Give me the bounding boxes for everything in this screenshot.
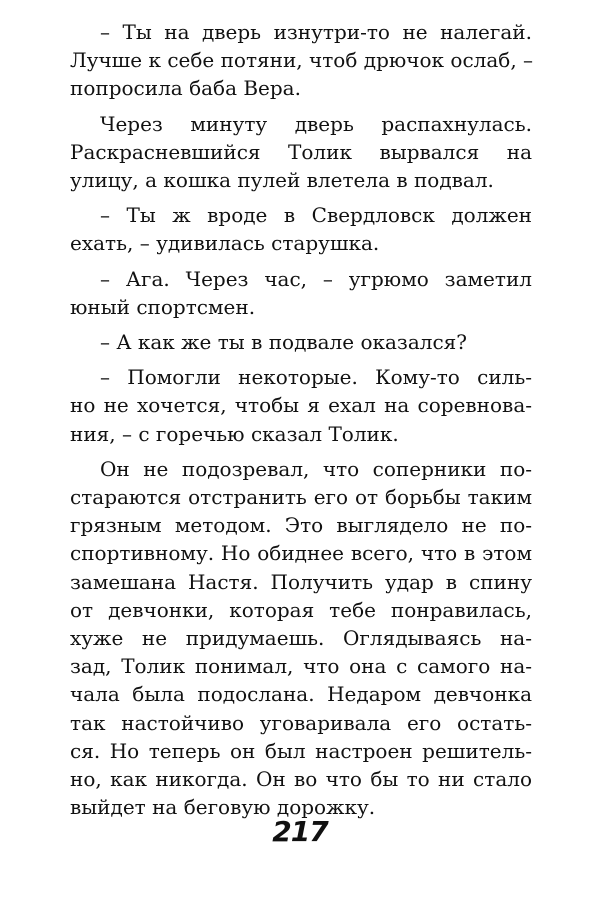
text-line: выйдет на беговую дорожку. <box>70 795 376 820</box>
text-line: – Ты на дверь изнутри-то не налегай. <box>100 20 532 44</box>
text-line: спортивному. Но обиднее всего, что в этом <box>70 541 532 566</box>
page-number: 217 <box>272 815 328 848</box>
paragraph <box>70 18 532 103</box>
text-line: – А как же ты в подвале оказался? <box>100 330 468 355</box>
paragraph <box>70 328 532 356</box>
text-line: юный спортсмен. <box>70 294 256 319</box>
text-line: но не хочется, чтобы я ехал на соревнова- <box>70 393 532 418</box>
text-line: так настойчиво уговаривала его остать- <box>70 710 532 735</box>
text-line: но, как никогда. Он во что бы то ни стало <box>70 767 532 792</box>
text-line: хуже не придумаешь. Оглядываясь на- <box>70 626 532 651</box>
paragraph <box>70 201 532 257</box>
paragraph <box>70 363 532 448</box>
text-line: ния, – с горечью сказал Толик. <box>70 421 399 446</box>
text-line: Через минуту дверь распахнулась. <box>100 111 532 136</box>
text-line: зад, Толик понимал, что она с самого на- <box>70 654 532 679</box>
text-line: Он не подозревал, что соперники по- <box>100 456 532 481</box>
text-line: грязным методом. Это выглядело не по- <box>70 513 532 538</box>
text-line: замешана Настя. Получить удар в спину <box>70 569 532 594</box>
text-line: Раскрасневшийся Толик вырвался на <box>70 139 532 164</box>
text-line: Лучше к себе потяни, чтоб дрючок ослаб, – <box>70 48 534 73</box>
text-line: попросила баба Вера. <box>70 76 301 101</box>
text-line: ся. Но теперь он был настроен решитель- <box>70 738 532 763</box>
text-line: – Ага. Через час, – угрюмо заметил <box>100 266 532 291</box>
paragraph <box>70 455 532 822</box>
text-line: – Ты ж вроде в Свердловск должен <box>100 203 532 228</box>
text-line: улицу, а кошка пулей влетела в подвал. <box>70 168 494 193</box>
text-line: чала была подослана. Недаром девчонка <box>70 682 532 707</box>
text-line: стараются отстранить его от борьбы таким <box>70 485 532 510</box>
text-line: ехать, – удивилась старушка. <box>70 231 380 256</box>
text-line: – Помогли некоторые. Кому-то силь- <box>100 365 532 390</box>
paragraph <box>70 265 532 321</box>
page-body <box>70 18 532 828</box>
paragraph <box>70 110 532 195</box>
text-line: от девчонки, которая тебе понравилась, <box>70 597 532 622</box>
